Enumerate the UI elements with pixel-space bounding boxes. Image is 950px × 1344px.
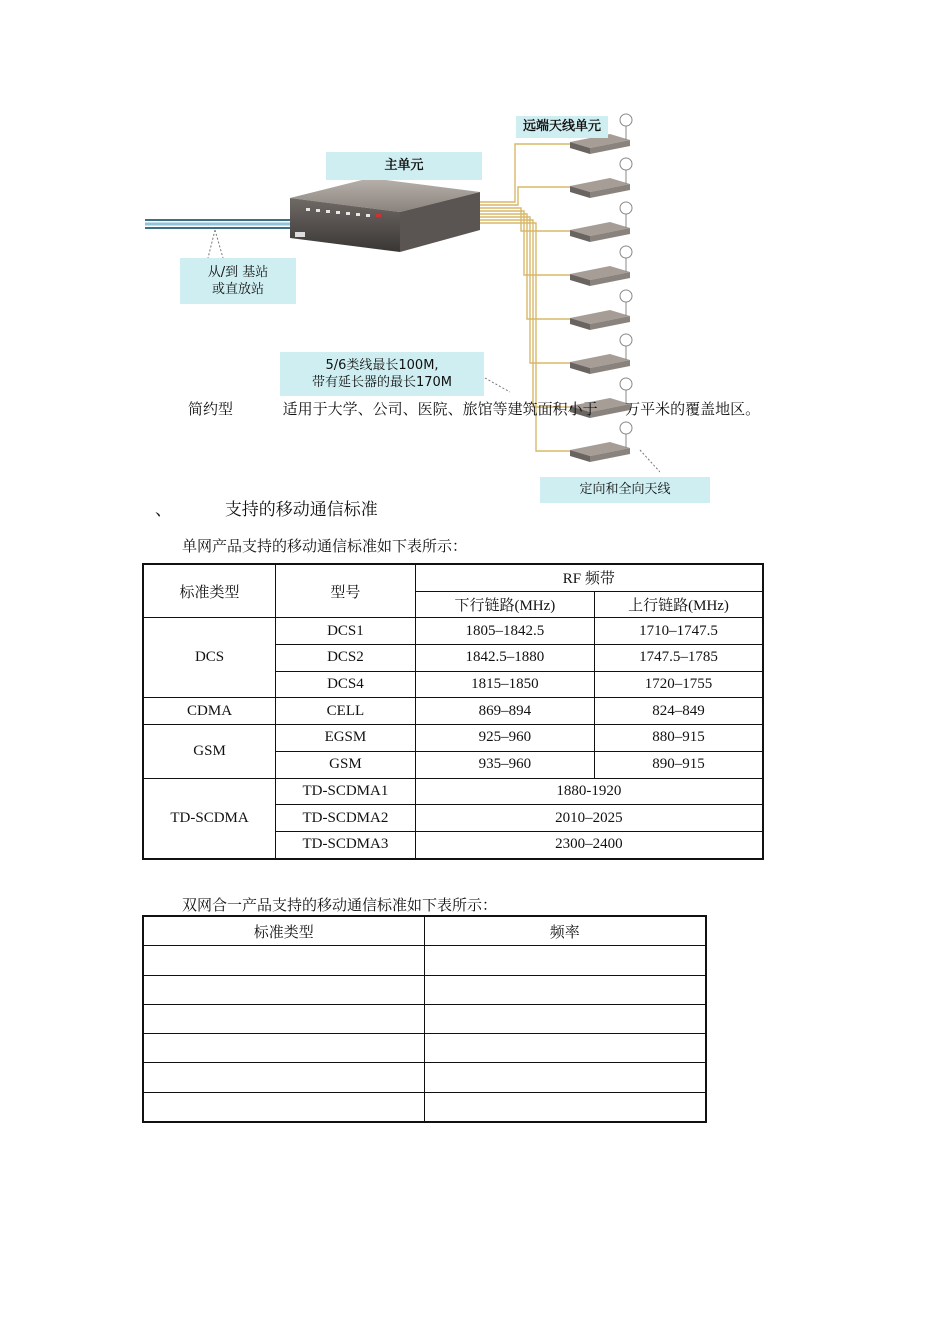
uplink-cell: 1747.5–1785 bbox=[595, 645, 763, 672]
compact-type-text-b: 万平米的覆盖地区。 bbox=[625, 400, 761, 418]
model-cell: TD-SCDMA1 bbox=[276, 778, 416, 805]
cable-length-label-line1: 5/6类线最长100M, bbox=[325, 358, 439, 373]
uplink-cell: 1710–1747.5 bbox=[595, 618, 763, 645]
model-cell: DCS4 bbox=[276, 671, 416, 698]
base-station-label-line1: 从/到 基站 bbox=[207, 265, 269, 280]
downlink-cell: 1805–1842.5 bbox=[415, 618, 594, 645]
model-cell: TD-SCDMA2 bbox=[276, 805, 416, 832]
compact-type-term: 简约型 bbox=[188, 400, 234, 418]
table-row bbox=[143, 698, 763, 725]
standard-cell: GSM bbox=[143, 725, 276, 778]
frequency-cell bbox=[424, 1092, 706, 1122]
band-cell: 1880-1920 bbox=[415, 778, 763, 805]
input-fiber-lines bbox=[145, 220, 290, 228]
table-row bbox=[143, 946, 706, 975]
single-network-standards-table bbox=[142, 563, 764, 860]
paragraph-compact-type bbox=[188, 398, 760, 419]
table-row bbox=[143, 1063, 706, 1092]
downlink-cell: 1815–1850 bbox=[415, 671, 594, 698]
table-row bbox=[143, 1004, 706, 1033]
distributed-antenna-system-diagram bbox=[140, 110, 671, 510]
uplink-cell: 890–915 bbox=[595, 751, 763, 778]
uplink-cell: 1720–1755 bbox=[595, 671, 763, 698]
frequency-cell bbox=[424, 975, 706, 1004]
downlink-cell: 925–960 bbox=[415, 725, 594, 752]
downlink-cell: 1842.5–1880 bbox=[415, 645, 594, 672]
dual-network-standards-table bbox=[142, 915, 707, 1123]
uplink-cell: 824–849 bbox=[595, 698, 763, 725]
header-uplink: 上行链路(MHz) bbox=[595, 591, 763, 618]
band-cell: 2300–2400 bbox=[415, 831, 763, 858]
standard-cell bbox=[143, 1063, 424, 1092]
table-row bbox=[143, 725, 763, 752]
section-marker: 、 bbox=[155, 500, 172, 520]
standard-cell: TD-SCDMA bbox=[143, 778, 276, 859]
table1-intro: 单网产品支持的移动通信标准如下表所示： bbox=[182, 537, 468, 555]
standard-cell bbox=[143, 946, 424, 975]
header-standard-type: 标准类型 bbox=[143, 916, 424, 946]
model-cell: DCS2 bbox=[276, 645, 416, 672]
table-row bbox=[143, 1034, 706, 1063]
base-station-label bbox=[180, 258, 296, 304]
standard-cell: CDMA bbox=[143, 698, 276, 725]
standard-cell bbox=[143, 975, 424, 1004]
table2-intro: 双网合一产品支持的移动通信标准如下表所示： bbox=[182, 896, 498, 914]
cable-length-label bbox=[280, 352, 484, 396]
standard-cell bbox=[143, 1092, 424, 1122]
main-unit-device bbox=[290, 178, 480, 252]
table-row bbox=[143, 778, 763, 805]
downlink-cell: 935–960 bbox=[415, 751, 594, 778]
table-row bbox=[143, 1092, 706, 1122]
frequency-cell bbox=[424, 946, 706, 975]
base-station-label-line2: 或直放站 bbox=[211, 282, 264, 297]
remote-unit-label: 远端天线单元 bbox=[516, 116, 608, 138]
header-model: 型号 bbox=[276, 564, 416, 618]
main-unit-label: 主单元 bbox=[326, 152, 482, 180]
uplink-cell: 880–915 bbox=[595, 725, 763, 752]
antenna-type-label: 定向和全向天线 bbox=[540, 477, 710, 503]
section-title: 支持的移动通信标准 bbox=[224, 500, 378, 520]
table-row bbox=[143, 975, 706, 1004]
band-cell: 2010–2025 bbox=[415, 805, 763, 832]
header-downlink: 下行链路(MHz) bbox=[415, 591, 594, 618]
model-cell: EGSM bbox=[276, 725, 416, 752]
frequency-cell bbox=[424, 1004, 706, 1033]
header-rf-band: RF 频带 bbox=[415, 564, 763, 591]
standard-cell bbox=[143, 1004, 424, 1033]
model-cell: GSM bbox=[276, 751, 416, 778]
compact-type-text-a: 适用于大学、公司、医院、旅馆等建筑面积小于 bbox=[282, 400, 598, 418]
downlink-cell: 869–894 bbox=[415, 698, 594, 725]
model-cell: CELL bbox=[276, 698, 416, 725]
standard-cell: DCS bbox=[143, 618, 276, 698]
header-standard-type: 标准类型 bbox=[143, 564, 276, 618]
frequency-cell bbox=[424, 1063, 706, 1092]
header-frequency: 频率 bbox=[424, 916, 706, 946]
model-cell: TD-SCDMA3 bbox=[276, 831, 416, 858]
table-row bbox=[143, 618, 763, 645]
standard-cell bbox=[143, 1034, 424, 1063]
frequency-cell bbox=[424, 1034, 706, 1063]
model-cell: DCS1 bbox=[276, 618, 416, 645]
cable-length-label-line2: 带有延长器的最长170M bbox=[311, 375, 453, 390]
section-heading bbox=[155, 495, 378, 520]
